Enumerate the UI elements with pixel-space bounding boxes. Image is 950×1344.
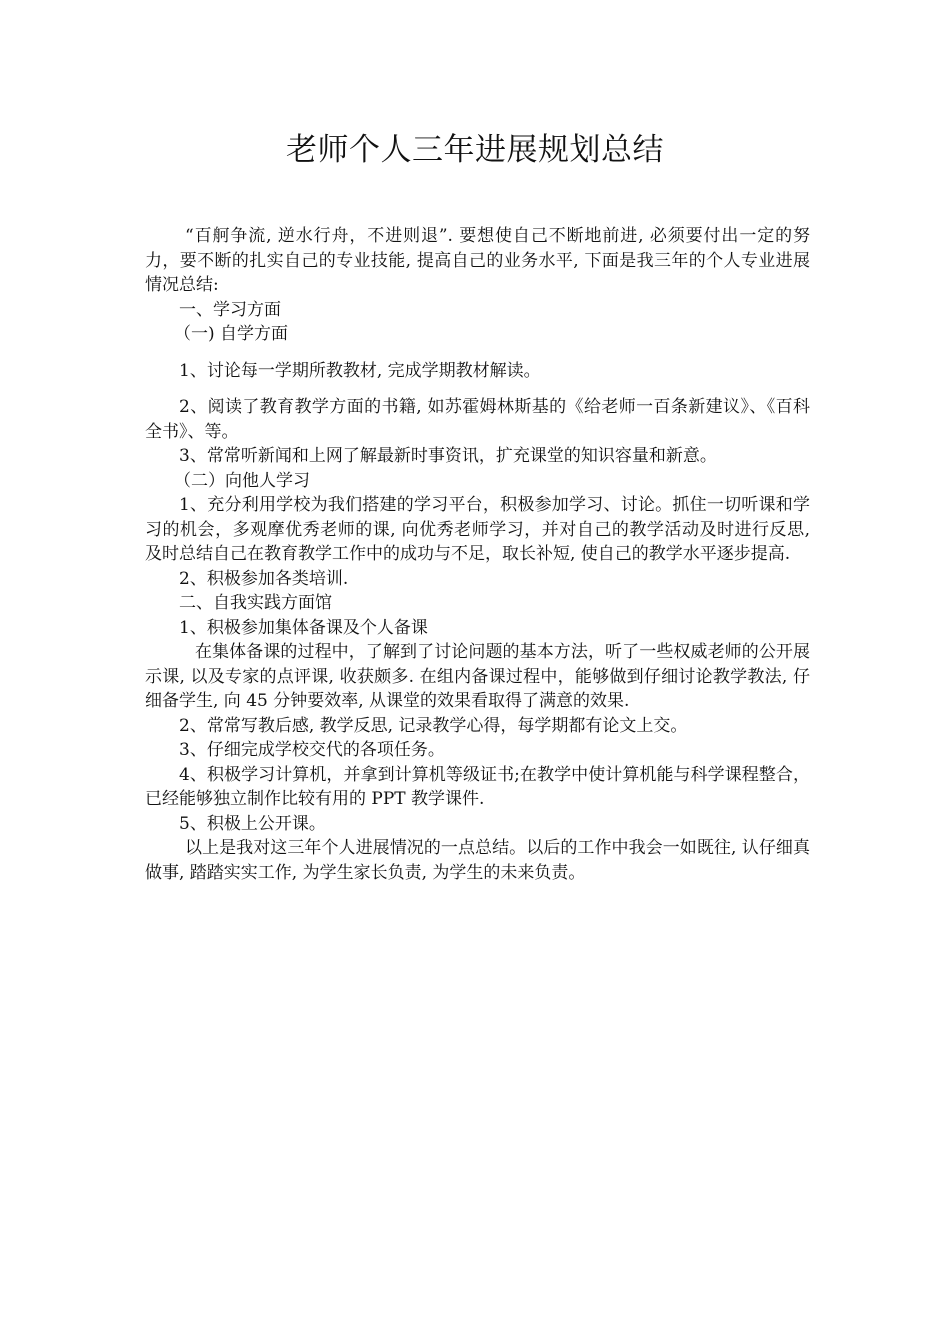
subsection-heading-learn-from-others: （二）向他人学习 [174, 470, 310, 491]
subsection-heading-self-study: （一) 自学方面 [174, 324, 289, 344]
list-item: 4、积极学习计算机，并拿到计算机等级证书;在教学中使计算机能与科学课程整合，已经能够独立制作比较有用的 PPT 教学课件. [145, 764, 810, 809]
list-item: 2、常常写教后感, 教学反思, 记录教学心得，每学期都有论文上交。 [179, 715, 688, 736]
body-paragraph: 在集体备课的过程中，了解到了讨论问题的基本方法，听了一些权威老师的公开展示课, 以及专家的点评课, 收获颇多. 在组内备课过程中，能够做到仔细讨论教学教法, 仔细备学生, 向 45 分钟要效率, 从课堂的效果看取得了满意的效果. [145, 642, 810, 711]
list-item: 3、常常听新闻和上网了解最新时事资讯，扩充课堂的知识容量和新意。 [179, 446, 717, 466]
document-body [145, 224, 810, 885]
list-item: 5、积极上公开课。 [179, 813, 326, 834]
list-item: 2、积极参加各类培训. [179, 568, 349, 589]
closing-paragraph: 以上是我对这三年个人进展情况的一点总结。以后的工作中我会一如既往, 认仔细真做事, 踏踏实实工作, 为学生家长负责, 为学生的未来负责。 [145, 838, 810, 883]
list-item: 3、仔细完成学校交代的各项任务。 [179, 740, 445, 760]
document-title: 老师个人三年进展规划总结 [286, 132, 664, 168]
list-item: 1、积极参加集体备课及个人备课 [179, 617, 428, 638]
list-item: 1、讨论每一学期所教教材, 完成学期教材解读。 [179, 360, 541, 381]
list-item: 1、充分利用学校为我们搭建的学习平台，积极参加学习、讨论。抓住一切听课和学习的机会，多观摩优秀老师的课, 向优秀老师学习，并对自己的教学活动及时进行反思, 及时总结自己在教育教学工作中的成功与不足，取长补短, 使自己的教学水平逐步提高. [145, 495, 810, 564]
section-heading-study: 一、学习方面 [179, 299, 281, 320]
intro-paragraph: “百舸争流, 逆水行舟，不进则退”. 要想使自己不断地前进, 必须要付出一定的努力，要不断的扎实自己的专业技能, 提高自己的业务水平, 下面是我三年的个人专业进展情况总结: [145, 226, 810, 295]
section-heading-practice: 二、自我实践方面馆 [179, 593, 332, 613]
list-item: 2、阅读了教育教学方面的书籍, 如苏霍姆林斯基的《给老师一百条新建议》、《百科全书》、等。 [145, 397, 810, 442]
